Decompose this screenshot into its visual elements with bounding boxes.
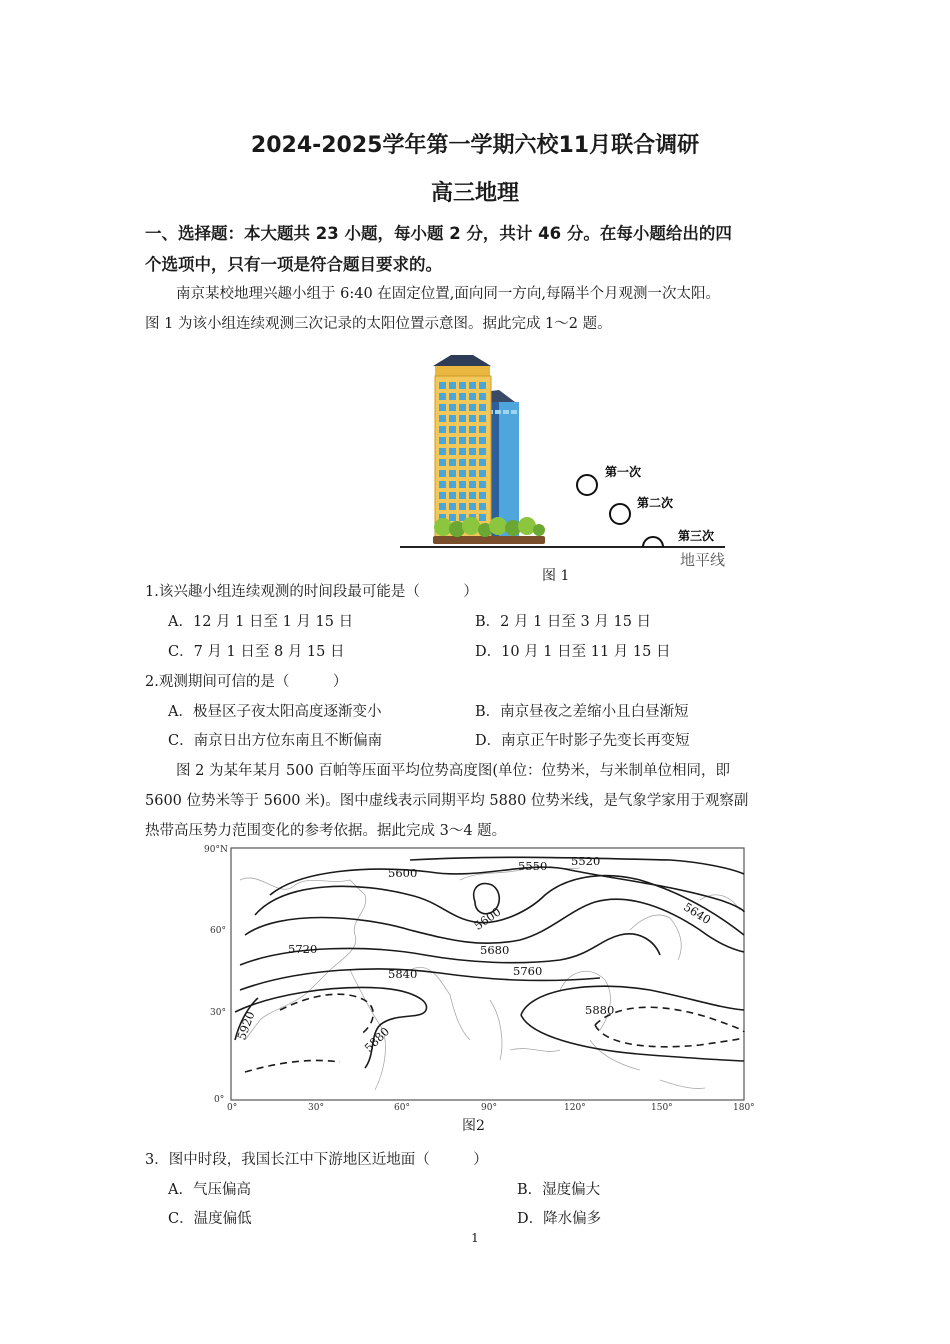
building-window (439, 448, 446, 455)
question-1-option-d: D．10 月 1 日至 11 月 15 日 (475, 644, 671, 660)
intro1-line1: 南京某校地理兴趣小组于 6:40 在固定位置,面向同一方向,每隔半个月观测一次太阳。 (176, 286, 720, 302)
building-window (449, 393, 456, 400)
building-window (469, 492, 476, 499)
building-window (459, 470, 466, 477)
building-window (479, 514, 486, 521)
question-2-stem: 2.观测期间可信的是（ ） (145, 674, 348, 690)
building-window (469, 470, 476, 477)
building-window (469, 503, 476, 510)
building-window (459, 437, 466, 444)
svg-text:60°: 60° (394, 1103, 410, 1113)
question-3-stem: 3．图中时段，我国长江中下游地区近地面（ ） (145, 1152, 488, 1168)
question-3-option-c: C．温度偏低 (168, 1211, 252, 1227)
sun-first (577, 475, 597, 495)
intro2-line1: 图 2 为某年某月 500 百帕等压面平均位势高度图(单位：位势米，与米制单位相同，即 (176, 763, 730, 779)
question-2-option-c: C．南京日出方位东南且不断偏南 (168, 733, 383, 749)
figure-2-map (200, 840, 760, 1115)
sun-third (643, 537, 663, 547)
svg-text:30°: 30° (308, 1103, 324, 1113)
section-heading-line1: 一、选择题：本大题共 23 小题，每小题 2 分，共计 46 分。在每小题给出的四 (145, 224, 732, 243)
sun-second (610, 504, 630, 524)
svg-text:90°N: 90°N (204, 845, 228, 855)
building-window (439, 404, 446, 411)
page-number: 1 (471, 1231, 479, 1245)
page-subtitle: 高三地理 (430, 181, 519, 206)
building-window (479, 492, 486, 499)
building-window (439, 492, 446, 499)
building-window (439, 470, 446, 477)
svg-text:5720: 5720 (288, 942, 318, 956)
figure2-caption: 图2 (462, 1118, 485, 1134)
building-window (479, 470, 486, 477)
building-window (479, 481, 486, 488)
building-window (449, 492, 456, 499)
svg-text:5600: 5600 (471, 904, 504, 933)
building-window (479, 448, 486, 455)
svg-text:120°: 120° (564, 1103, 586, 1113)
building-window (449, 437, 456, 444)
question-1-option-a: A．12 月 1 日至 1 月 15 日 (168, 614, 354, 630)
svg-text:5760: 5760 (513, 964, 543, 978)
svg-text:5680: 5680 (480, 943, 510, 957)
building-window (449, 514, 456, 521)
building-window (469, 426, 476, 433)
label-third: 第三次 (678, 529, 715, 543)
building-window (439, 415, 446, 422)
building-window (449, 470, 456, 477)
svg-text:0°: 0° (214, 1095, 225, 1105)
page-title: 2024-2025学年第一学期六校11月联合调研 (250, 133, 700, 158)
building-window (449, 415, 456, 422)
svg-text:180°: 180° (733, 1103, 755, 1113)
question-2-option-b: B．南京昼夜之差缩小且白昼渐短 (475, 704, 689, 720)
section-heading-line2: 个选项中，只有一项是符合题目要求的。 (145, 255, 442, 274)
building-window (469, 437, 476, 444)
building-window (469, 459, 476, 466)
question-2-option-d: D．南京正午时影子先变长再变短 (475, 733, 690, 749)
building-window (469, 382, 476, 389)
building-window (459, 393, 466, 400)
svg-text:5600: 5600 (388, 866, 418, 880)
question-3-option-a: A．气压偏高 (168, 1182, 251, 1198)
building-window (479, 393, 486, 400)
building-window (439, 481, 446, 488)
label-horizon: 地平线 (680, 551, 726, 569)
building-front (433, 355, 491, 540)
building-window (469, 481, 476, 488)
building-window (449, 382, 456, 389)
building-window (449, 503, 456, 510)
question-3-option-d: D．降水偏多 (517, 1211, 602, 1227)
svg-text:30°: 30° (210, 1008, 226, 1018)
building-window (459, 503, 466, 510)
figure1-caption: 图 1 (542, 568, 570, 584)
building-window (459, 459, 466, 466)
intro1-line2: 图 1 为该小组连续观测三次记录的太阳位置示意图。据此完成 1～2 题。 (145, 316, 612, 332)
building-window (479, 437, 486, 444)
question-2-option-a: A．极昼区子夜太阳高度逐渐变小 (168, 704, 382, 720)
building-window (479, 459, 486, 466)
intro2-line3: 热带高压势力范围变化的参考依据。据此完成 3～4 题。 (145, 823, 507, 839)
svg-text:5920: 5920 (234, 1009, 258, 1042)
building-window (469, 404, 476, 411)
figure-1 (395, 350, 755, 575)
building-window (459, 426, 466, 433)
building-window (469, 448, 476, 455)
building-window (439, 426, 446, 433)
svg-text:5880: 5880 (361, 1024, 393, 1055)
building-window (459, 448, 466, 455)
svg-text:0°: 0° (227, 1103, 238, 1113)
svg-text:150°: 150° (651, 1103, 673, 1113)
building-window (459, 481, 466, 488)
building-window (439, 437, 446, 444)
svg-text:5840: 5840 (388, 967, 418, 981)
svg-text:60°: 60° (210, 926, 226, 936)
building-window (469, 393, 476, 400)
building-window (459, 415, 466, 422)
building-window (439, 382, 446, 389)
building-window (449, 426, 456, 433)
building-window (439, 393, 446, 400)
building-window (469, 415, 476, 422)
building-window (479, 503, 486, 510)
question-1-stem: 1.该兴趣小组连续观测的时间段最可能是（ ） (145, 584, 478, 600)
question-1-option-c: C．7 月 1 日至 8 月 15 日 (168, 644, 345, 660)
building-window (479, 415, 486, 422)
building-window (449, 481, 456, 488)
building-window (459, 382, 466, 389)
building-window (479, 382, 486, 389)
svg-text:90°: 90° (481, 1103, 497, 1113)
building-window (449, 448, 456, 455)
label-first: 第一次 (605, 465, 642, 479)
building-window (449, 459, 456, 466)
label-second: 第二次 (637, 496, 674, 510)
question-1-option-b: B．2 月 1 日至 3 月 15 日 (475, 614, 652, 630)
building-window (479, 404, 486, 411)
building-window (439, 503, 446, 510)
building-window (439, 459, 446, 466)
building-window (459, 492, 466, 499)
building-window (459, 404, 466, 411)
building-window (449, 404, 456, 411)
question-3-option-b: B．湿度偏大 (517, 1182, 601, 1198)
building-window (479, 426, 486, 433)
svg-text:5880: 5880 (585, 1003, 615, 1017)
intro2-line2: 5600 位势米等于 5600 米)。图中虚线表示同期平均 5880 位势米线，是气象学家用于观察副 (145, 793, 749, 809)
svg-text:5640: 5640 (681, 899, 714, 928)
svg-text:5520: 5520 (571, 854, 601, 868)
svg-text:5550: 5550 (518, 859, 548, 873)
